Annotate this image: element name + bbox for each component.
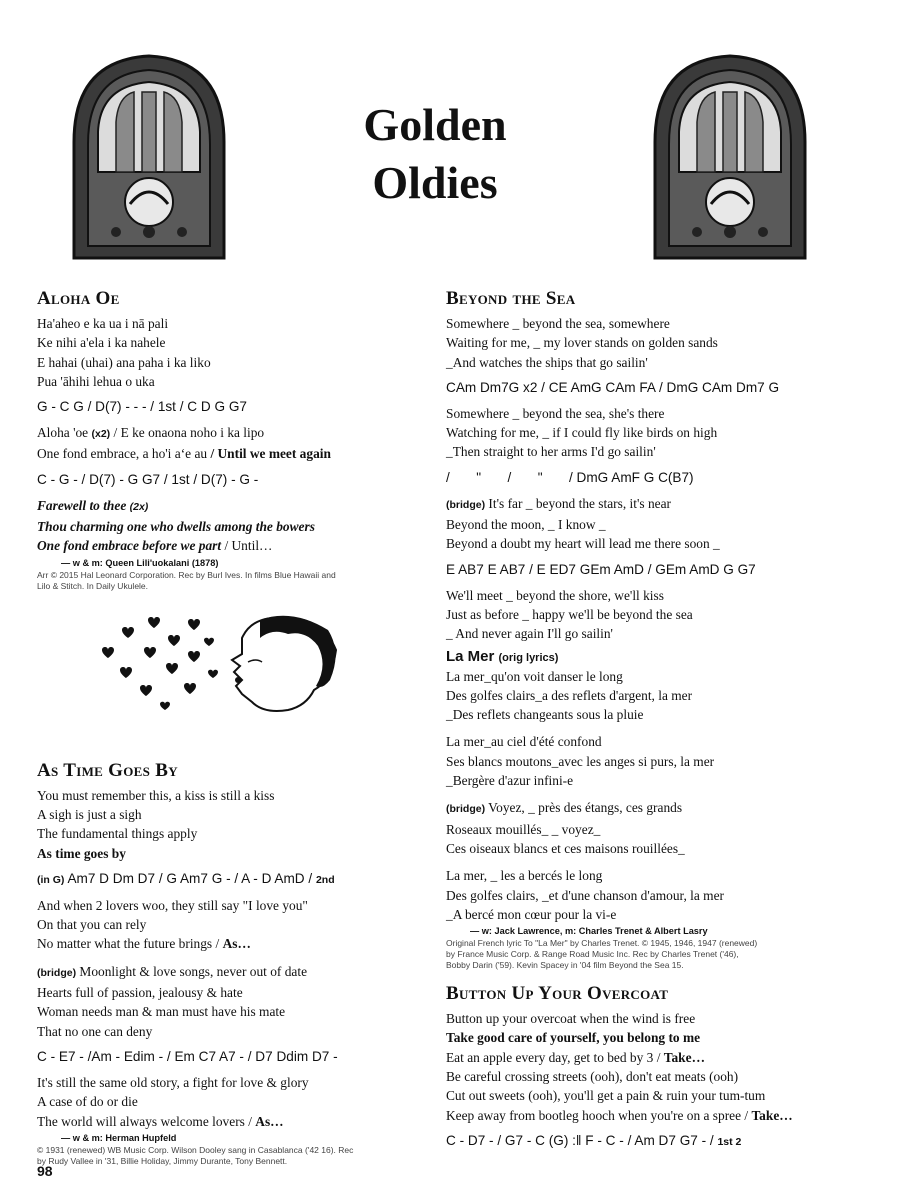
lyric-line: Thou charming one who dwells among the bowers (37, 519, 315, 535)
chord-line (446, 1131, 866, 1152)
song-beyond-the-sea (446, 288, 866, 644)
lyric-line (37, 423, 407, 444)
lyric-line: _Then straight to her arms I'd go sailin' (446, 444, 656, 460)
copyright-line: by Rudy Vallee in '31, Billie Holiday, Jimmy Durante, Tony Bennett. (37, 1155, 288, 1166)
lyric-text: The world will always welcome lovers / (37, 1113, 256, 1129)
lyric-text: Aloha 'oe (37, 425, 92, 441)
chord-line: CAm Dm7G x2 / CE AmG CAm FA / DmG CAm Dm7 G (446, 379, 780, 395)
copyright-line: Original French lyric To "La Mer" by Charles Trenet. © 1945, 1946, 1947 (renewed) (446, 938, 758, 949)
lyric-line (37, 1112, 407, 1131)
page-number: 98 (37, 1163, 53, 1179)
lyric-line: Take good care of yourself, you belong to me (446, 1030, 701, 1046)
lyric-text: Voyez, _ près des étangs, ces grands (485, 800, 683, 816)
lyric-line (37, 934, 407, 953)
lyric-line: Hearts full of passion, jealousy & hate (37, 985, 243, 1001)
copyright-line: by France Music Corp. & Range Road Music Inc. Rec by Charles Trenet ('46), (446, 949, 739, 960)
lyric-line: Button up your overcoat when the wind is free (446, 1011, 696, 1027)
lyric-line: Be careful crossing streets (ooh), don't eat meats (ooh) (446, 1069, 739, 1085)
page-title-line-1: Golden (363, 99, 507, 150)
song-aloha-oe (37, 288, 407, 592)
chord-line (37, 869, 407, 890)
lyric-line: _Des reflets changeants sous la pluie (446, 707, 644, 723)
spacer (446, 858, 866, 866)
song-button-up-your-overcoat (446, 983, 866, 1152)
copyright-line: Lilo & Stitch. In Daily Ukulele. (37, 580, 149, 591)
lyric-line: You must remember this, a kiss is still a kiss (37, 787, 275, 803)
song-title: As Time Goes By (37, 759, 178, 781)
lyric-line: Beyond a doubt my heart will lead me there soon _ (446, 536, 720, 552)
chord-line: C - E7 - /Am - Edim - / Em C7 A7 - / D7 Ddim D7 - (37, 1048, 338, 1064)
lyric-line (446, 1106, 866, 1125)
copyright-line: © 1931 (renewed) WB Music Corp. Wilson Dooley sang in Casablanca ('42 16). Rec (37, 1144, 354, 1155)
lyric-bold: / Until we meet again (210, 446, 331, 462)
song-title: Beyond the Sea (446, 288, 576, 309)
lyric-line: Waiting for me, _ my lover stands on golden sands (446, 335, 718, 351)
song-subtitle (446, 648, 866, 665)
song-credit: — w & m: Queen Lili'uokalani (1878) (61, 557, 219, 568)
lyric-line: La mer_qu'on voit danser le long (446, 668, 623, 684)
lyric-line: _And watches the ships that go sailin' (446, 354, 648, 370)
chord-line: / " / " / DmG AmF G C(B7) (446, 469, 694, 485)
lyric-line: E hahai (uhai) ana paha i ka liko (37, 354, 211, 370)
lyric-line: Ses blancs moutons_avec les anges si purs, la mer (446, 753, 715, 769)
lyric-line: That no one can deny (37, 1023, 153, 1039)
lyric-bold: Take… (751, 1107, 793, 1123)
subtitle-text: La Mer (446, 647, 499, 665)
lyric-line: A case of do or die (37, 1094, 138, 1110)
vintage-radio-icon (645, 52, 815, 260)
lyric-line: Pua 'āhihi lehua o uka (37, 373, 155, 389)
lyric-text: It's far _ beyond the stars, it's near (485, 495, 671, 511)
lyric-line: Beyond the moon, _ I know _ (446, 517, 606, 533)
lyric-line: As time goes by (37, 845, 126, 861)
lyric-bold: Take… (663, 1049, 705, 1065)
subtitle-tag: (orig lyrics) (498, 651, 559, 664)
lyric-line (37, 444, 407, 463)
lyric-line: A sigh is just a sigh (37, 806, 142, 822)
lyric-line: _A bercé mon cœur pour la vi-e (446, 906, 617, 922)
woman-blowing-hearts-illustration (92, 610, 342, 720)
lyric-line (37, 496, 407, 517)
left-column (37, 288, 407, 1167)
copyright-line: Bobby Darin ('59). Kevin Spacey in '04 film Beyond the Sea 15. (446, 960, 684, 971)
lyric-line: We'll meet _ beyond the shore, we'll kiss (446, 587, 664, 603)
lyric-line: Ha'aheo e ka ua i nā pali (37, 316, 169, 331)
bridge-tag: (bridge) (446, 803, 486, 816)
lyric-text: Farewell to thee (37, 497, 130, 513)
song-credit: — w: Jack Lawrence, m: Charles Trenet & Albert Lasry (470, 926, 708, 937)
lyric-line: Ces oiseaux blancs et ces maisons rouillées_ (446, 840, 685, 856)
lyric-line: _Bergère d'azur infini-e (446, 773, 574, 789)
lyric-line: Des golfes clairs, _et d'une chanson d'amour, la mer (446, 887, 724, 903)
lyric-line: On that you can rely (37, 917, 147, 933)
heart-icon (102, 617, 218, 710)
spacer (446, 971, 866, 983)
lyric-line (37, 962, 407, 983)
spacer (446, 724, 866, 732)
repeat-tag: 2nd (315, 873, 335, 886)
lyric-line (446, 494, 866, 515)
lyric-line: Somewhere _ beyond the sea, she's there (446, 405, 665, 421)
chord-text: C - D7 - / G7 - C (G) :‖ F - C - / Am D7 G7 - / (446, 1132, 718, 1148)
page-title (330, 96, 540, 212)
lyric-line (37, 536, 407, 555)
copyright-line: Arr © 2015 Hal Leonard Corporation. Rec by Burl Ives. In films Blue Hawaii and (37, 569, 336, 580)
spacer (446, 790, 866, 798)
song-title: Button Up Your Overcoat (446, 983, 669, 1005)
chord-text: Am7 D Dm D7 / G Am7 G - / A - D AmD / (64, 870, 316, 886)
song-credit: — w & m: Herman Hupfeld (61, 1132, 177, 1143)
lyric-line: Watching for me, _ if I could fly like birds on high (446, 425, 718, 441)
lyric-line: Des golfes clairs_a des reflets d'argent, la mer (446, 687, 693, 703)
lyric-line (446, 1048, 866, 1067)
lyric-line: Cut out sweets (ooh), you'll get a pain & ruin your tum-tum (446, 1088, 766, 1104)
lyric-text: / E ke onaona noho i ka lipo (110, 425, 265, 441)
lyric-text: One fond embrace before we part (37, 538, 222, 554)
chord-line: C - G - / D(7) - G G7 / 1st / D(7) - G - (37, 471, 259, 487)
right-column (446, 288, 866, 1158)
lyric-line (446, 798, 866, 819)
lyric-bold: As… (222, 936, 251, 952)
song-title: Aloha Oe (37, 288, 120, 309)
chord-line: E AB7 E AB7 / E ED7 GEm AmD / GEm AmD G G7 (446, 561, 756, 577)
lyric-text: Eat an apple every day, get to bed by 3 / (446, 1049, 664, 1065)
lyric-line: And when 2 lovers woo, they still say "I love you" (37, 897, 308, 913)
repeat-tag: 1st 2 (717, 1135, 742, 1148)
chord-line: G - C G / D(7) - - - / 1st / C D G G7 (37, 399, 247, 415)
spacer (37, 954, 407, 962)
repeat-tag: (x2) (91, 428, 111, 441)
lyric-text: / Until… (221, 538, 273, 554)
lyric-text: One fond embrace, a ho'i aʻe au (37, 446, 211, 462)
song-la-mer (446, 648, 866, 972)
song-as-time-goes-by (37, 760, 407, 1167)
bridge-tag: (bridge) (37, 966, 77, 979)
lyric-line: Ke nihi a'ela i ka nahele (37, 335, 166, 351)
lyric-line: La mer_au ciel d'été confond (446, 734, 602, 750)
lyric-line: Woman needs man & man must have his mate (37, 1004, 286, 1020)
lyric-text: Keep away from bootleg hooch when you're on a spree / (446, 1107, 752, 1123)
lyric-line: The fundamental things apply (37, 826, 198, 842)
repeat-tag: (2x) (129, 500, 149, 513)
key-tag: (in G) (37, 873, 65, 886)
page-title-line-2: Oldies (372, 157, 498, 208)
lyric-line: It's still the same old story, a fight for love & glory (37, 1074, 309, 1090)
lyric-bold: As… (255, 1113, 284, 1129)
vintage-radio-icon (64, 52, 234, 260)
lyric-line: La mer, _ les a bercés le long (446, 868, 603, 884)
lyric-text: No matter what the future brings / (37, 936, 223, 952)
lyric-line: Somewhere _ beyond the sea, somewhere (446, 316, 670, 331)
lyric-text: Moonlight & love songs, never out of date (76, 963, 308, 979)
lyric-line: Roseaux mouillés_ _ voyez_ (446, 821, 601, 837)
lyric-line: Just as before _ happy we'll be beyond the sea (446, 606, 693, 622)
bridge-tag: (bridge) (446, 498, 486, 511)
lyric-line: _ And never again I'll go sailin' (446, 626, 613, 642)
